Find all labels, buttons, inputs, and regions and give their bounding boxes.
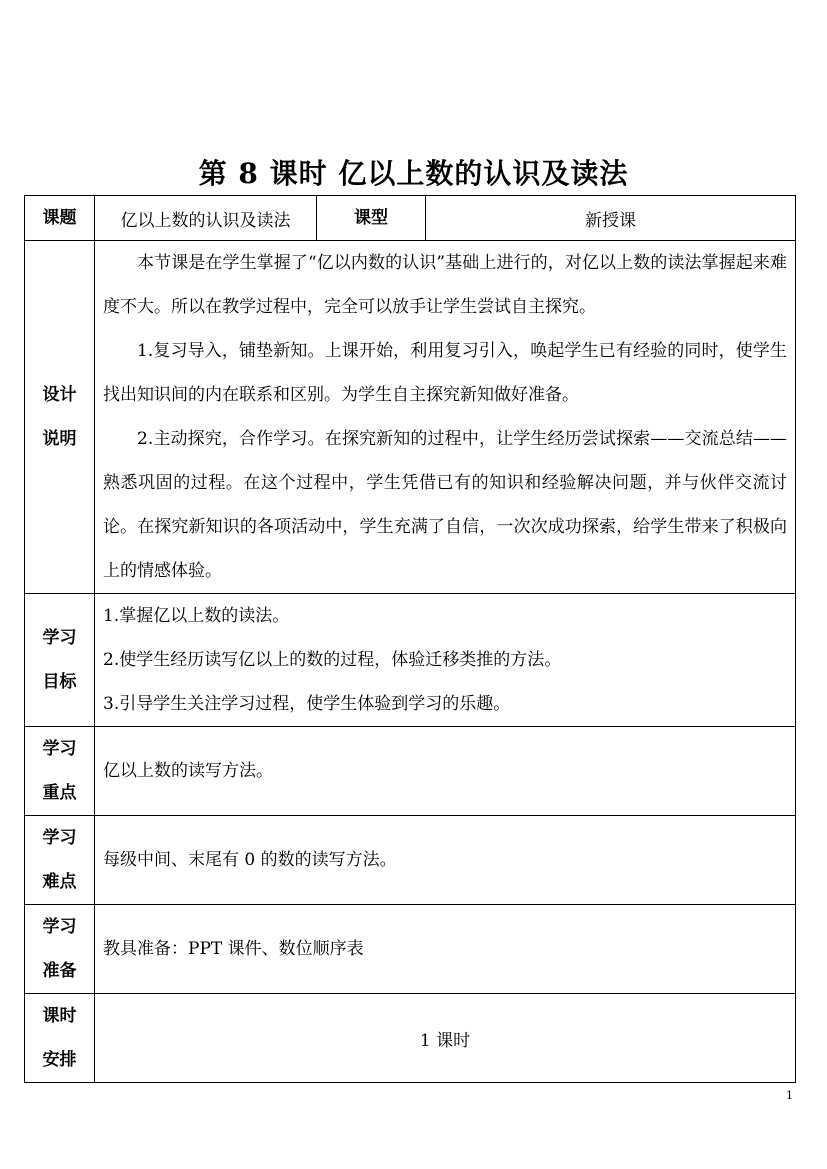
page-number: 1 [786,1089,793,1102]
objective-item: 1.掌握亿以上数的读法。 [103,606,290,626]
objectives-label-line2: 目标 [42,672,77,692]
page-title: 第 8 课时 亿以上数的认识及读法 [198,157,629,190]
schedule-label [25,994,95,1083]
topic-row [25,196,796,241]
design-row [25,241,796,594]
design-label-line2: 说明 [42,429,77,449]
preparation-label-line2: 准备 [42,961,77,981]
preparation-label-line1: 学习 [42,917,77,937]
key-points-label-line2: 重点 [42,783,77,803]
difficulties-row [25,816,796,905]
objectives-label-line1: 学习 [42,628,77,648]
schedule-row [25,994,796,1083]
type-value: 新授课 [426,196,796,241]
objectives-content [95,594,796,727]
design-paragraph: 本节课是在学生掌握了“亿以内数的认识”基础上进行的，对亿以上数的读法掌握起来难度不大。所以在教学过程中，完全可以放手让学生尝试自主探究。 [103,253,787,317]
design-paragraph: 2.主动探究，合作学习。在探究新知的过程中，让学生经历尝试探索——交流总结——熟悉巩固的过程。在这个过程中，学生凭借已有的知识和经验解决问题，并与伙伴交流讨论。在探究新知识的各项活动中，学生充满了自信，一次次成功探索，给学生带来了积极向上的情感体验。 [103,429,787,581]
difficulties-label-line2: 难点 [42,872,77,892]
schedule-label-line1: 课时 [42,1006,77,1026]
design-label [25,241,95,594]
objective-item: 2.使学生经历读写亿以上的数的过程，体验迁移类推的方法。 [103,650,562,670]
type-label: 课型 [317,196,426,241]
lesson-plan-table [24,195,796,1083]
schedule-label-line2: 安排 [42,1050,77,1070]
difficulties-label [25,816,95,905]
preparation-row [25,905,796,994]
objectives-row [25,594,796,727]
design-paragraph: 1.复习导入，铺垫新知。上课开始，利用复习引入，唤起学生已有经验的同时，使学生找出知识间的内在联系和区别。为学生自主探究新知做好准备。 [103,341,787,405]
preparation-content: 教具准备：PPT 课件、数位顺序表 [95,905,796,994]
preparation-label [25,905,95,994]
difficulties-label-line1: 学习 [42,828,77,848]
topic-label: 课题 [25,196,95,241]
key-points-label [25,727,95,816]
key-points-row [25,727,796,816]
topic-value: 亿以上数的认识及读法 [95,196,317,241]
design-content [95,241,796,594]
objective-item: 3.引导学生关注学习过程，使学生体验到学习的乐趣。 [103,694,511,714]
key-points-content: 亿以上数的读写方法。 [95,727,796,816]
difficulties-content: 每级中间、末尾有 0 的数的读写方法。 [95,816,796,905]
schedule-content: 1 课时 [95,994,796,1083]
objectives-label [25,594,95,727]
key-points-label-line1: 学习 [42,739,77,759]
design-label-line1: 设计 [42,385,77,405]
